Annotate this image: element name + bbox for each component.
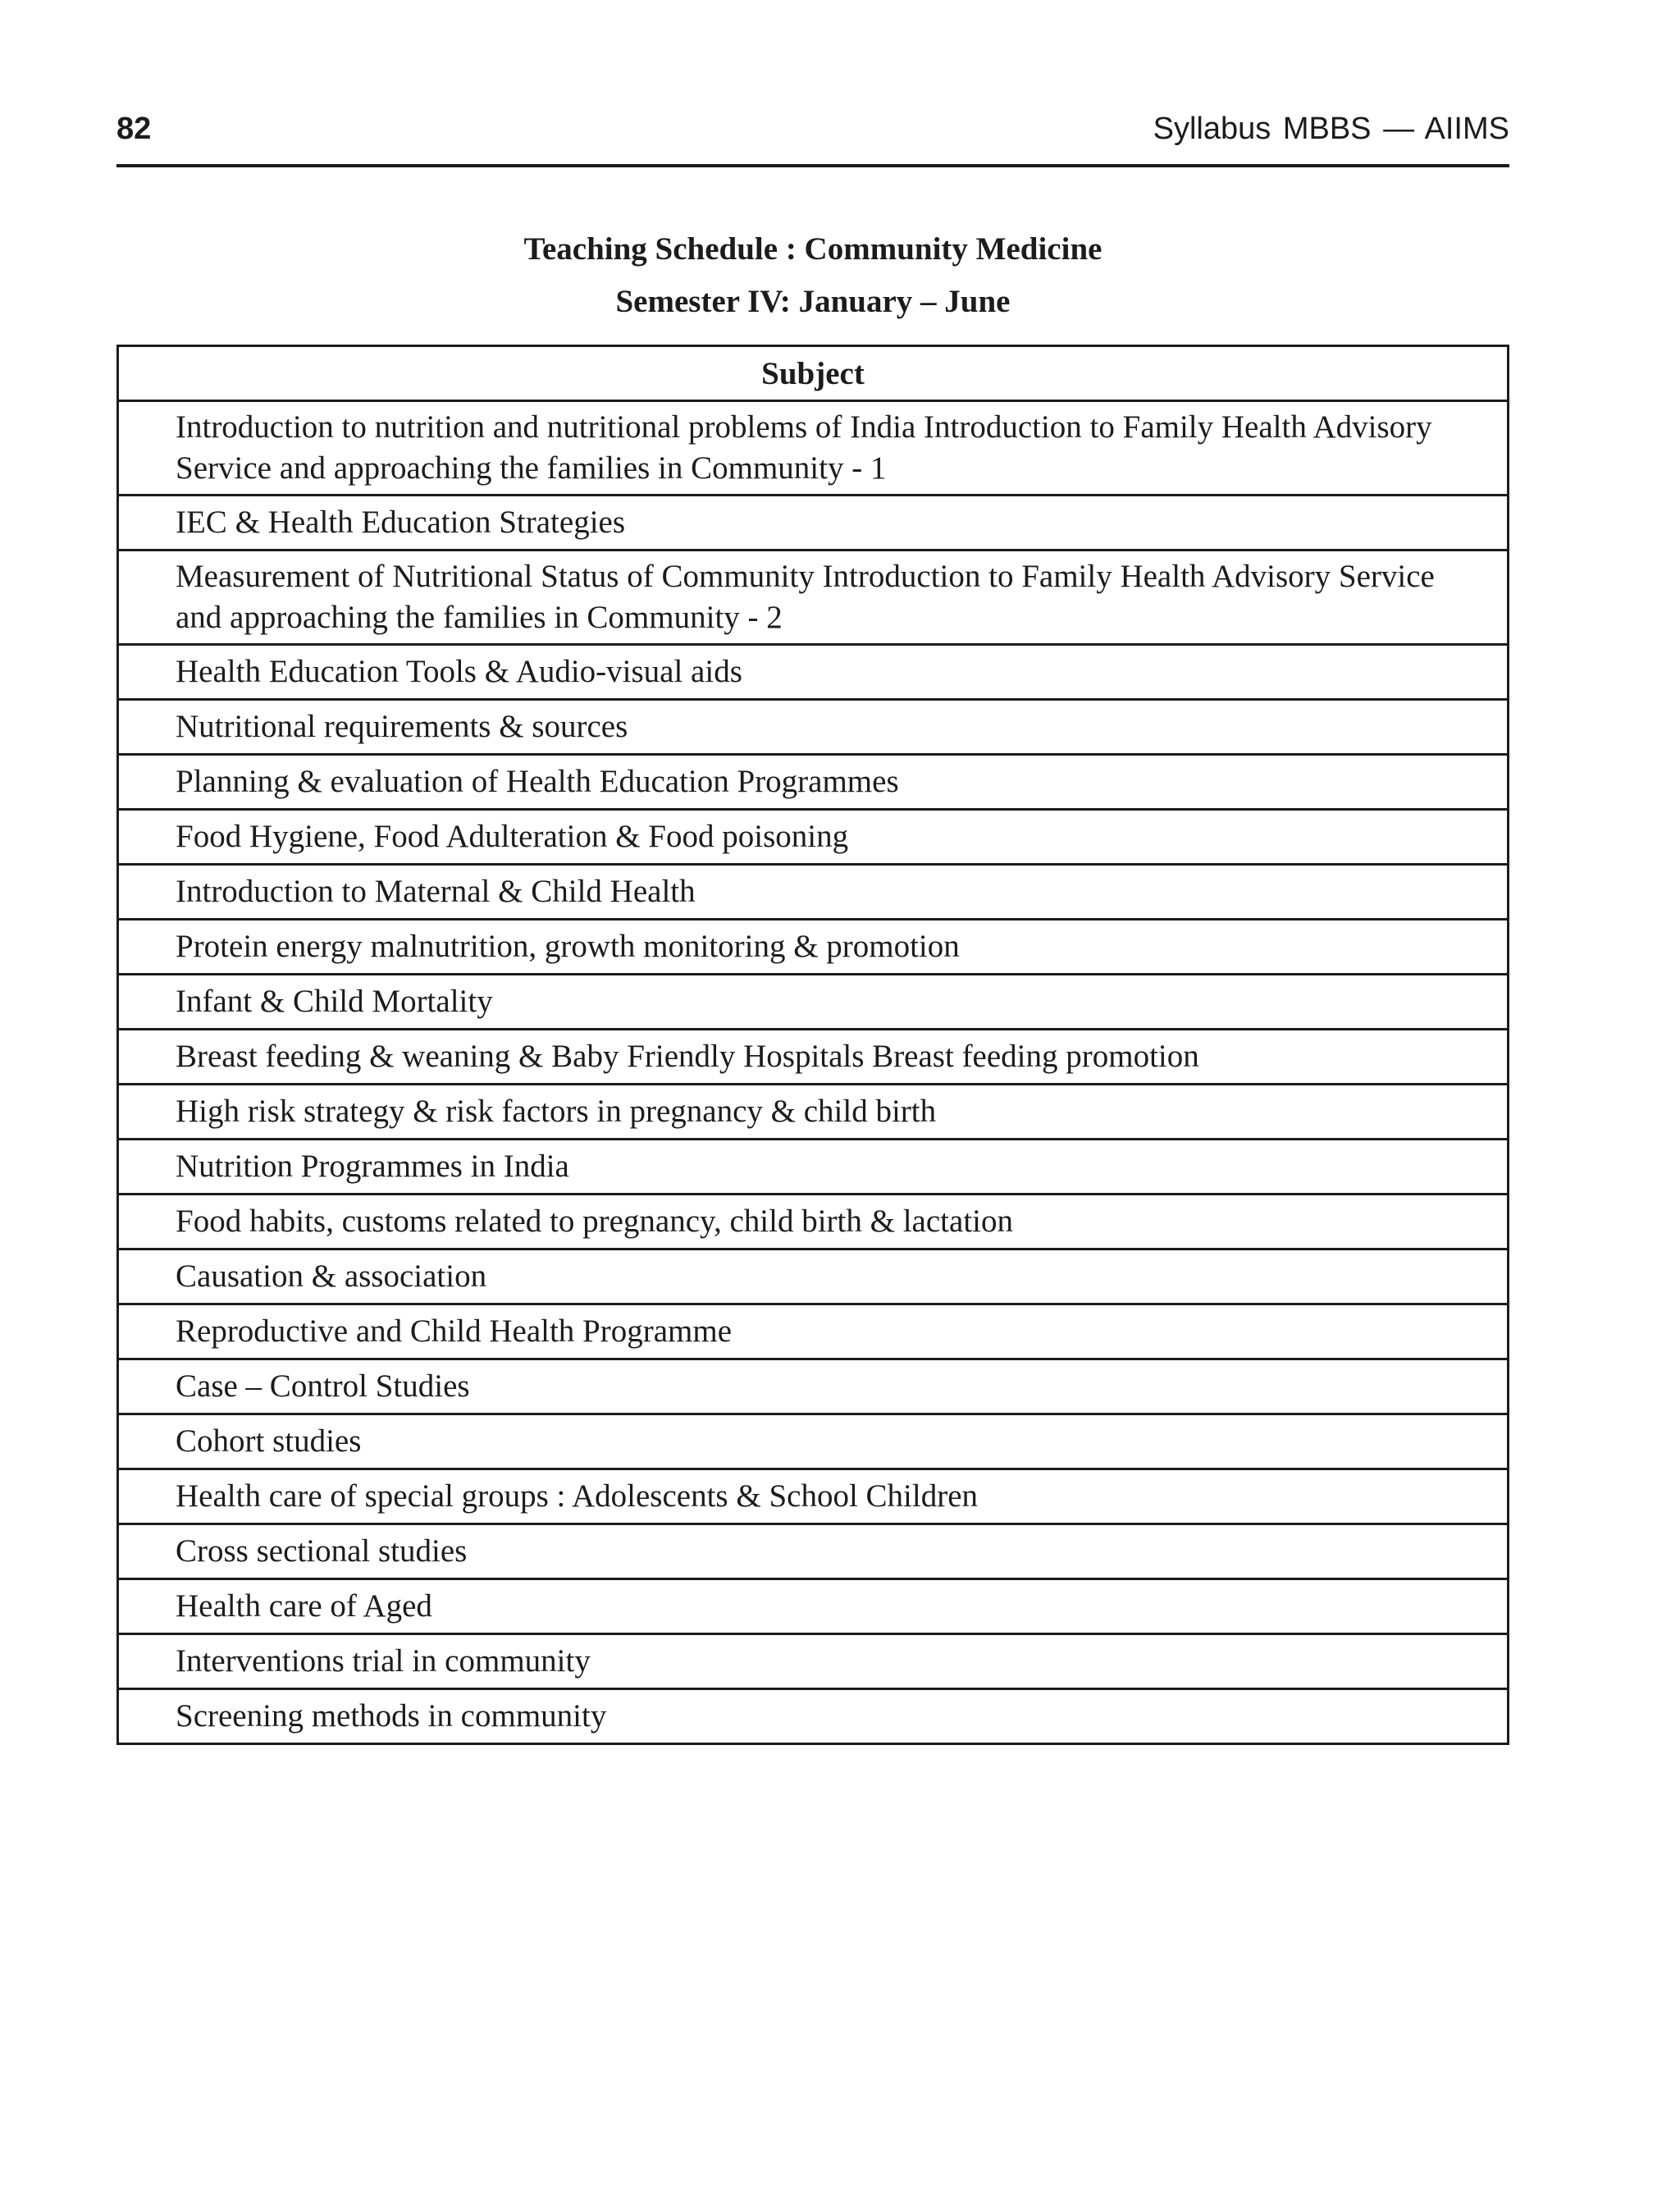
table-row [118,1030,1509,1085]
table-row [118,755,1509,810]
subject-cell: Cross sectional studies [118,1524,1509,1579]
subject-cell: Introduction to Maternal & Child Health [118,865,1509,920]
subject-cell: Health care of special groups : Adolescents & School Children [118,1469,1509,1524]
table-row [118,865,1509,920]
subject-cell: Planning & evaluation of Health Education Programmes [118,755,1509,810]
table-row [118,810,1509,865]
table-row [118,1634,1509,1689]
table-row [118,1579,1509,1634]
page-header [116,107,1509,167]
table-row [118,920,1509,975]
running-head: Syllabus MBBS — AIIMS [1153,112,1509,146]
table-header-row [118,346,1509,401]
table-row [118,1304,1509,1359]
table-row [118,645,1509,700]
subject-cell: Case – Control Studies [118,1359,1509,1414]
table-row [118,1414,1509,1469]
table-row [118,1689,1509,1744]
page-number: 82 [116,112,152,146]
page-title: Teaching Schedule : Community Medicine [523,231,1102,267]
subject-cell: Breast feeding & weaning & Baby Friendly Hospitals Breast feeding promotion [118,1030,1509,1085]
table-row [118,1085,1509,1140]
subject-cell: Nutritional requirements & sources [118,700,1509,755]
subject-cell: Protein energy malnutrition, growth monitoring & promotion [118,920,1509,975]
table-row [118,550,1509,645]
subject-cell: Reproductive and Child Health Programme [118,1304,1509,1359]
schedule-table [116,345,1509,1745]
table-row [118,496,1509,550]
subject-cell: Food Hygiene, Food Adulteration & Food poisoning [118,810,1509,865]
table-row [118,1359,1509,1414]
subject-cell: Food habits, customs related to pregnancy, child birth & lactation [118,1195,1509,1249]
subject-cell: Screening methods in community [118,1689,1509,1744]
table-row [118,700,1509,755]
table-row [118,1469,1509,1524]
table-row [118,975,1509,1030]
subject-cell: Infant & Child Mortality [118,975,1509,1030]
table-row [118,1195,1509,1249]
subject-cell: Causation & association [118,1249,1509,1304]
subject-cell: Cohort studies [118,1414,1509,1469]
subject-cell: Health care of Aged [118,1579,1509,1634]
subject-cell: Nutrition Programmes in India [118,1140,1509,1195]
table-row [118,1249,1509,1304]
column-header-subject: Subject [118,346,1509,401]
subject-cell: Health Education Tools & Audio-visual aids [118,645,1509,700]
subject-cell: High risk strategy & risk factors in pregnancy & child birth [118,1085,1509,1140]
subject-cell: Introduction to nutrition and nutritional problems of India Introduction to Family Health Advisory Service and approaching the families in Community - 1 [118,401,1509,496]
titles [116,223,1509,328]
table-row [118,401,1509,496]
subject-cell: IEC & Health Education Strategies [118,496,1509,550]
table-row [118,1140,1509,1195]
table-row [118,1524,1509,1579]
subject-cell: Interventions trial in community [118,1634,1509,1689]
page-subtitle: Semester IV: January – June [615,284,1011,319]
subject-cell: Measurement of Nutritional Status of Community Introduction to Family Health Advisory Service and approaching the families in Community - 2 [118,550,1509,645]
